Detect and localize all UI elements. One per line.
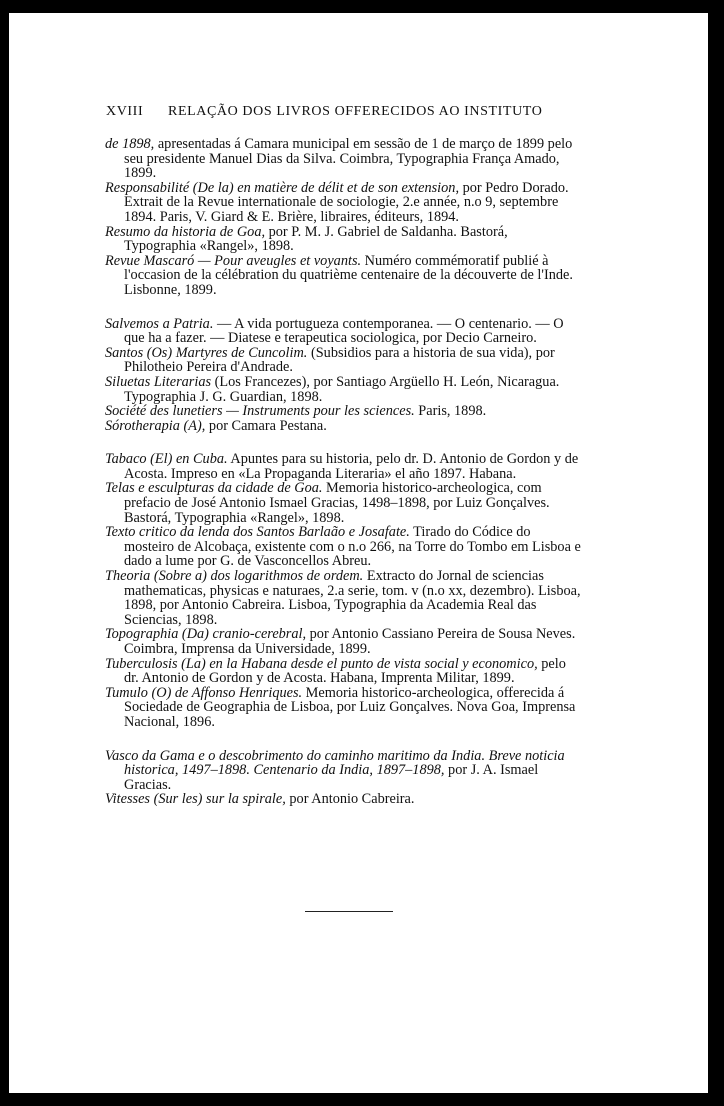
entry-description: por Antonio Cassiano Pereira de Sousa Neves. Coimbra, Imprensa da Universidade, 1899. <box>124 626 576 657</box>
page-number: XVIII <box>106 104 144 119</box>
entry-title: Revue Mascaró — Pour aveugles et voyants. <box>105 252 362 269</box>
bibliography-entry <box>105 346 583 375</box>
bibliography-entry <box>105 749 583 793</box>
entry-title: Resumo da historia de Goa, <box>105 223 266 240</box>
entry-title: Sórotherapia (A), <box>105 417 206 434</box>
entry-description: (Subsidios para a historia de sua vida), por Philotheio Pereira d'Andrade. <box>124 344 555 376</box>
entry-description: Tirado do Códice do mosteiro de Alcobaça, existente com o n.o 266, na Torre do Tombo em Lisboa e dado a lume por G. de Vasconcellos Abreu. <box>124 524 581 570</box>
bibliography-entry <box>105 569 583 627</box>
bibliography-entry <box>105 137 583 181</box>
entry-description: por Antonio Cabreira. <box>285 791 415 808</box>
entry-description: por Camara Pestana. <box>205 417 327 434</box>
entry-description: apresentadas á Camara municipal em sessão de 1 de março de 1899 pelo seu presidente Manuel Dias da Silva. Coimbra, Typographia França Amado, 1899. <box>124 136 573 182</box>
bibliography-entry <box>105 225 583 254</box>
entry-title: Tuberculosis (La) en la Habana desde el punto de vista social y economico, <box>105 655 538 672</box>
section-gap <box>105 730 583 749</box>
entry-description: por P. M. J. Gabriel de Saldanha. Bastorá, Typographia «Rangel», 1898. <box>124 223 508 255</box>
entry-title: Responsabilité (De la) en matière de délit et de son extension, <box>105 179 460 196</box>
entry-title: de 1898, <box>105 136 155 152</box>
page-header <box>106 104 543 120</box>
bibliography-entry <box>105 792 583 807</box>
entry-title: Telas e esculpturas da cidade de Goa. <box>105 480 323 497</box>
entry-title: Société des lunetiers — Instruments pour les sciences. <box>105 403 415 420</box>
bibliography-entry <box>105 686 583 730</box>
book-page <box>9 13 708 1093</box>
entry-title: Salvemos a Patria. <box>105 315 214 332</box>
bibliography-entry <box>105 317 583 346</box>
entry-description: (Los Francezes), por Santiago Argüello H. León, Nicaragua. Typographia J. G. Guardian, 1898. <box>124 373 560 405</box>
entry-title: Santos (Os) Martyres de Cuncolim. <box>105 344 308 361</box>
entry-description: Apuntes para su historia, pelo dr. D. Antonio de Gordon y de Acosta. Impreso en «La Propaganda Literaria» el año 1897. Habana. <box>124 451 579 482</box>
section-gap <box>105 298 583 317</box>
entry-title: Tumulo (O) de Affonso Henriques. <box>105 684 303 701</box>
entry-description: Paris, 1898. <box>414 403 487 420</box>
entry-description: pelo dr. Antonio de Gordon y de Acosta. Habana, Imprenta Militar, 1899. <box>124 655 566 687</box>
running-title: RELAÇÃO DOS LIVROS OFFERECIDOS AO INSTITUTO <box>168 104 543 119</box>
bibliography-entry <box>105 181 583 225</box>
bibliography-entry <box>105 452 583 481</box>
entry-title: Tabaco (El) en Cuba. <box>105 451 228 468</box>
bibliography-list <box>105 137 583 807</box>
bibliography-entry <box>105 657 583 686</box>
entry-description: por Pedro Dorado. Extrait de la Revue internationale de sociologie, 2.e année, n.o 9, septembre 1894. Paris, V. Giard & E. Brière, libraires, éditeurs, 1894. <box>124 179 569 225</box>
entry-description: Memoria historico-archeologica, offerecida á Sociedade de Geographia de Lisboa, por Luiz Gonçalves. Nova Goa, Imprensa Nacional, 1896. <box>124 684 576 730</box>
bibliography-entry <box>105 419 583 434</box>
entry-title: Vitesses (Sur les) sur la spirale, <box>105 791 286 808</box>
entry-title: Topographia (Da) cranio-cerebral, <box>105 626 307 643</box>
entry-description: Extracto do Jornal de sciencias mathematicas, physicas e naturaes, 2.a serie, tom. v (n.o xx, dezembro). Lisboa, 1898, por Antonio Cabreira. Lisboa, Typographia da Academia Real das Sciencias, 1898. <box>124 568 581 628</box>
end-rule <box>305 911 393 912</box>
bibliography-entry <box>105 375 583 404</box>
entry-description: Memoria historico-archeologica, com prefacio de José Antonio Ismael Gracias, 1498–1898, por Luiz Gonçalves. Bastorá, Typographia «Rangel», 1898. <box>124 480 550 526</box>
entry-title: Vasco da Gama e o descobrimento do caminho maritimo da India. Breve noticia historica, 1497–1898. Centenario da India, 1897–1898, <box>105 747 565 779</box>
entry-title: Siluetas Literarias <box>105 373 212 390</box>
entry-title: Texto critico da lenda dos Santos Barlaão e Josafate. <box>105 524 410 541</box>
bibliography-entry <box>105 404 583 419</box>
entry-title: Theoria (Sobre a) dos logarithmos de ordem. <box>105 568 364 585</box>
bibliography-entry <box>105 525 583 569</box>
entry-description: por J. A. Ismael Gracias. <box>124 762 539 793</box>
bibliography-entry <box>105 254 583 298</box>
section-gap <box>105 433 583 452</box>
bibliography-entry <box>105 627 583 656</box>
entry-description: Numéro commémoratif publié à l'occasion de la célébration du quatrième centenaire de la découverte de l'Inde. Lisbonne, 1899. <box>124 252 573 298</box>
entry-description: — A vida portugueza contemporanea. — O centenario. — O que ha a fazer. — Diatese e terapeutica sociologica, por Decio Carneiro. <box>124 315 564 347</box>
bibliography-entry <box>105 481 583 525</box>
